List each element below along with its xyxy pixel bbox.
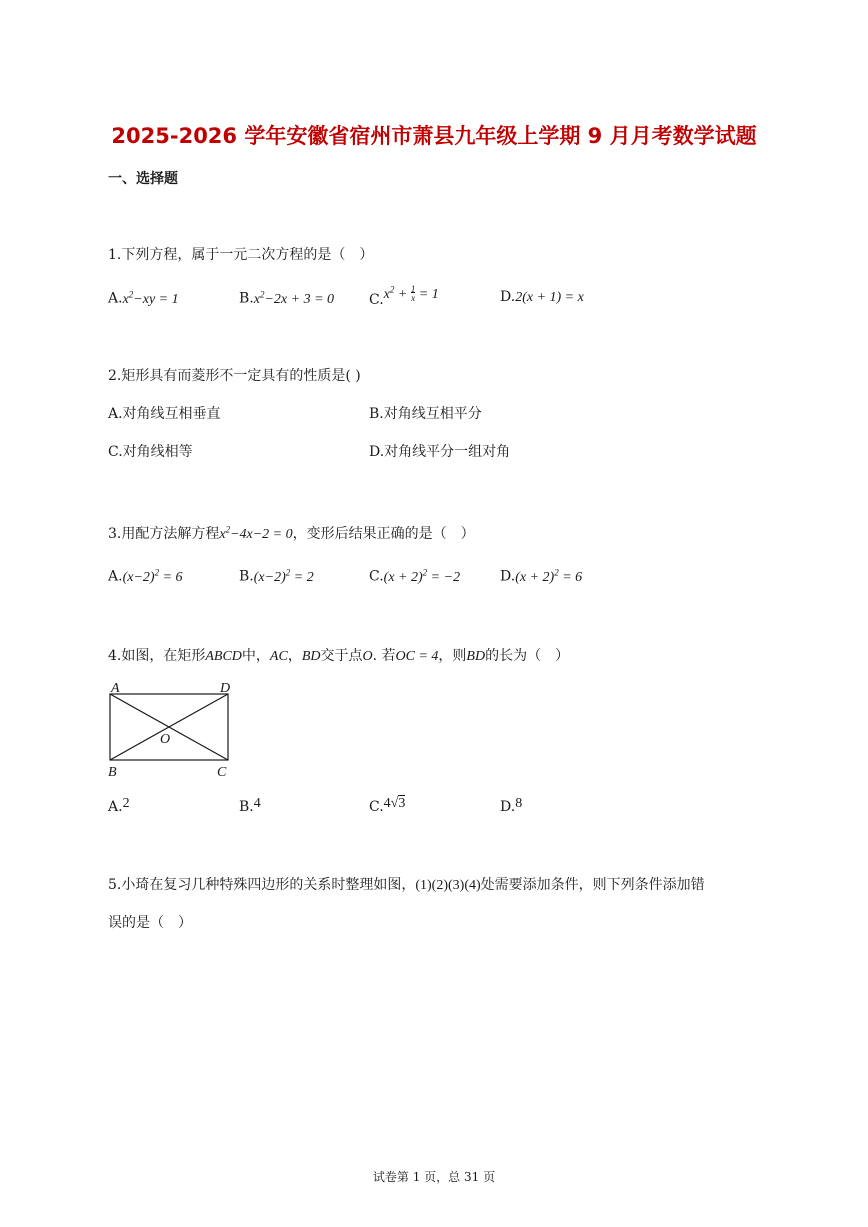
question-1-option-a	[108, 289, 179, 308]
question-4-stem: 4.如图，在矩形ABCD中，AC，BD交于点O. 若OC = 4，则BD的长为（ ）	[108, 648, 570, 664]
question-1-option-b	[239, 289, 334, 308]
section-heading: 一、选择题	[108, 171, 178, 187]
option-math: $(x + 2)^2 = -2$	[383, 567, 461, 585]
question-4-option-a: A.2	[108, 796, 130, 815]
question-2-option-a: A.对角线互相垂直	[108, 406, 221, 422]
option-math: $x^2-xy = 1$	[122, 289, 179, 307]
question-2-option-c: C.对角线相等	[108, 444, 193, 460]
question-1-stem: 1.下列方程，属于一元二次方程的是（ ）	[108, 247, 374, 263]
question-4-option-c: C.4√3	[369, 796, 406, 815]
option-math: 2(x + 1) = x	[515, 290, 584, 305]
rectangle-figure	[100, 676, 240, 786]
question-3-stem: 3.用配方法解方程$x^2-4x-2 = 0$，变形后结果正确的是（ ）	[108, 524, 475, 542]
question-2-stem: 2.矩形具有而菱形不一定具有的性质是( )	[108, 368, 361, 384]
option-math: $x^2-2x + 3 = 0$	[253, 289, 335, 307]
question-5-stem-line-1: 5.小琦在复习几种特殊四边形的关系时整理如图，(1)(2)(3)(4)处需要添加条件，则下列条件添加错	[108, 877, 705, 893]
question-1-option-c	[369, 284, 439, 308]
stem-math: $x^2-4x-2 = 0$	[219, 524, 293, 542]
question-2-option-b: B.对角线互相平分	[369, 406, 482, 422]
vertex-d-label: D	[220, 681, 231, 696]
point-o-label: O	[160, 732, 171, 747]
option-label: D.	[500, 289, 516, 305]
option-label: A.	[108, 290, 123, 307]
option-math: $x^2 + 1$ x = 1	[383, 284, 439, 304]
option-math: $(x-2)^2 = 6$	[122, 567, 183, 585]
option-label: B.	[239, 290, 254, 307]
question-1-option-d	[500, 289, 584, 306]
option-math: $(x + 2)^2 = 6$	[515, 567, 583, 585]
page-title: 2025-2026 学年安徽省宿州市萧县九年级上学期 9 月月考数学试题	[111, 124, 757, 148]
question-3-option-a: $A.(x-2)^2 = 6$	[108, 567, 183, 585]
question-3-option-b: $B.(x-2)^2 = 2$	[239, 567, 314, 585]
vertex-a-label: A	[111, 681, 120, 696]
option-label: C.	[369, 291, 384, 308]
question-4-option-d: D.8	[500, 796, 523, 815]
page-footer: 试卷第 1 页，总 31 页	[372, 1170, 496, 1184]
question-3-option-c: $C.(x + 2)^2 = -2$	[369, 567, 461, 585]
option-math: $(x-2)^2 = 2$	[253, 567, 314, 585]
vertex-b-label: B	[108, 765, 117, 780]
question-3-option-d: $D.(x + 2)^2 = 6$	[500, 567, 583, 585]
vertex-c-label: C	[217, 765, 227, 780]
question-5-stem-line-2: 误的是（ ）	[108, 915, 192, 931]
question-4-option-b: B.4	[239, 796, 261, 815]
question-2-option-d: D.对角线平分一组对角	[369, 444, 511, 460]
